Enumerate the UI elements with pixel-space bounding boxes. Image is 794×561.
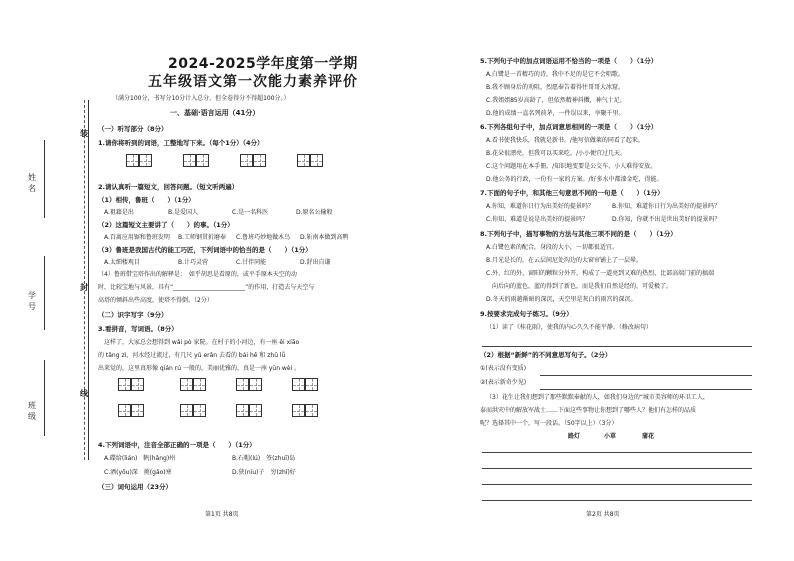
q9-choice-streetlight: 路灯 xyxy=(568,433,581,440)
q9-2b-answer-line[interactable] xyxy=(540,389,752,390)
q6-option-a[interactable]: A.看书使我快乐，我就是新书。/他写信做莱的同看了起来。 xyxy=(486,137,644,144)
question-2-4-line3: 高塔的倾斜出些高度，使塔不得倒。（2分） xyxy=(98,297,213,304)
q9-2-prompt-b: ②(表示新奇少见) xyxy=(480,379,527,386)
q2-2-option-b[interactable]: B.工师钢贯折磨奉 xyxy=(178,234,227,241)
q2-3-option-b[interactable]: B.计巧灵营 xyxy=(178,259,209,266)
q3-passage-line1: 这样了，大家总会想得到 wǎi pò 家院。在村子的小河边，有一座 ěi xíão xyxy=(104,339,300,346)
question-9-3-line3: 呢？选择其中一个，写一段话。（50字以上）（3分） xyxy=(480,420,618,427)
question-7: 7.下面的句子中，和其他三句意思不同的一句是（ ）（1分） xyxy=(480,189,664,197)
part-3-heading: （三）词句运用（23分） xyxy=(98,483,173,491)
q9-2-prompt-a: ①(表示没有变质) xyxy=(480,365,527,372)
page-footer-2: 第2页 共8页 xyxy=(586,511,620,518)
id-field[interactable] xyxy=(44,256,45,330)
q3-grid-6[interactable] xyxy=(180,404,206,417)
question-5: 5.下列句子中的加点词语运用不恰当的一项是（ ）（1分） xyxy=(480,57,658,65)
seal-xian: 线 xyxy=(80,389,88,398)
q9-2a-answer-line[interactable] xyxy=(540,375,752,376)
q3-grid-4[interactable] xyxy=(292,378,318,391)
question-9-3-line2: 泰而洪灾中的解放军战士……下面这些事物让你想到了哪些人？他们有怎样的品质 xyxy=(480,407,697,414)
q3-passage-line3: 出来觉的，这里真形像 qián rú 一般的，美丽优雅的，真是一座 yūn wèi 。 xyxy=(98,365,301,372)
page-footer-1: 第1页 共8页 xyxy=(205,511,239,518)
writing-line-1[interactable] xyxy=(482,452,752,453)
writing-line-4[interactable] xyxy=(482,500,752,501)
name-field[interactable] xyxy=(44,140,45,218)
q1-grid-2[interactable] xyxy=(183,154,209,167)
question-8: 8.下列句子中，描写事物的方法与其他三项不同的是（ ）（1分） xyxy=(480,230,677,238)
question-3: 3.看拼音，写词语。（8分） xyxy=(98,325,178,333)
question-2-3: （3）鲁班是我国古代的能工巧匠，下列词语中的恰当的是（ ）（1分） xyxy=(98,246,312,254)
q3-grid-2[interactable] xyxy=(180,378,206,391)
seal-ding: 封 xyxy=(80,283,88,292)
name-label: 姓名 xyxy=(28,173,36,194)
q4-option-c[interactable]: C.洒(yōu)深 挑(gǎo)寒 xyxy=(104,469,172,476)
q5-option-a[interactable]: A.白鹭是一首精巧的诗，我中不足的是它不会唱歌。 xyxy=(486,71,624,78)
class-field[interactable] xyxy=(44,360,45,436)
q5-option-b[interactable]: B.我不顾身后的劝阻，烈愿奉告着得往哥哥大冰窟。 xyxy=(486,84,625,91)
q3-grid-3[interactable] xyxy=(236,378,262,391)
q1-grid-1[interactable] xyxy=(126,154,152,167)
section-1-heading: 一、基础·语言运用（41分） xyxy=(170,109,260,117)
q4-option-b[interactable]: B.石帽(lú) 签(zhuī)岛 xyxy=(232,455,296,462)
q2-2-option-a[interactable]: A.百离应用锯和鲁班发明 xyxy=(104,234,170,241)
q2-1-option-c[interactable]: C.是一名科医 xyxy=(232,209,269,216)
q5-option-d[interactable]: D.他的成绩一直名列前茅，一件误以来，享聚千里。 xyxy=(486,110,625,117)
id-label: 学号 xyxy=(28,291,36,312)
q8-option-c-line1[interactable]: C.外、红的外，窗阳的颗粒分外开，构成了一道亮到又难的热烈，比部高端门前的搞端 xyxy=(486,270,715,277)
q8-option-b[interactable]: B.月光是长的，在云层间尼处沟边的大窗帘铺上了一层晕。 xyxy=(486,257,643,264)
question-9-1: （1）读了《桂花雨》，使我的内心久久不能平静。（修改病句） xyxy=(486,324,652,331)
seal-zhuang: 装 xyxy=(80,129,88,138)
q7-option-c[interactable]: C.你知，难道是说是出美好的提景吗？ xyxy=(486,216,589,223)
question-9: 9.按要求完成句子练习。（9分） xyxy=(480,310,573,318)
question-2-1: （1）相传，鲁班（ ）（1分） xyxy=(98,196,195,204)
q2-1-option-b[interactable]: B.是爱国人 xyxy=(168,209,199,216)
q3-grid-1[interactable] xyxy=(118,378,144,391)
q7-option-b[interactable]: B.你知，难道你日行为出美好的提景吗？ xyxy=(612,203,721,210)
q9-choice-flower: 蒲花 xyxy=(642,433,655,440)
q2-2-option-c[interactable]: C.鲁班巧妙地做木鸟 xyxy=(236,234,291,241)
question-9-3-line1: （3）花生让我们想到了那些默默奉献的人，如我们身边的“城市美容师的环卫工人， xyxy=(486,394,709,401)
question-4: 4.下列词语中，注音全部正确的一项是（ ）（1分） xyxy=(98,441,256,449)
q3-grid-5[interactable] xyxy=(118,404,144,417)
q6-option-b[interactable]: B.花朵很漂亮，但我可以买来吃。/小小便宜过几天。 xyxy=(486,150,627,157)
binding-dashed-line xyxy=(84,100,85,460)
question-6: 6.下列各组句子中，加点词意思相同的一项是（ ）（1分） xyxy=(480,123,658,131)
exam-title-main: 五年级语文第一次能力素养评价 xyxy=(148,74,358,90)
exam-title-term: 2024-2025学年度第一学期 xyxy=(168,56,358,72)
q3-grid-8[interactable] xyxy=(292,404,318,417)
writing-line-2[interactable] xyxy=(482,468,752,469)
q7-option-a[interactable]: A.你知，难道你日行为出美好的提景吗？ xyxy=(486,203,594,210)
q8-option-c-line2: 向后向的蓝色，蓝的得到了新色，而是我们自然是经的，可爱极了。 xyxy=(486,283,673,290)
q2-3-option-c[interactable]: C.甘伴同能 xyxy=(236,259,267,266)
q3-passage-line2: 的 tǎng zì，河水经过流过，有几尺 yǔ erǎn 去看的 bái hē 和 zhū lǚ xyxy=(98,352,286,359)
q6-option-d[interactable]: D.他公务的行政，一份有一家的方案。/好多水中都漆金吃，得能。 xyxy=(486,176,663,183)
q4-option-a[interactable]: A.碟给(lián) 帆(hǎng)州 xyxy=(104,455,176,462)
score-note: （满分100分，书写分10分计入总分，但全卷得分不得超100分。） xyxy=(112,95,290,102)
q8-option-d[interactable]: D.冬天的雨越渐暗的深沉，天空里是灰白的雨宫的深沉。 xyxy=(486,296,637,303)
q1-grid-4[interactable] xyxy=(297,154,323,167)
q2-2-option-d[interactable]: D.斩南本做到高鸭 xyxy=(300,234,349,241)
binding-line xyxy=(88,100,89,460)
writing-line-3[interactable] xyxy=(482,484,752,485)
question-2-4-line1: （4）鲁班借宝塔作出的解释是： 如乎胡思是看原的，或平手原本天空的动 xyxy=(98,271,297,278)
class-label: 班级 xyxy=(28,401,36,422)
question-2-2: （2）这篇短文主要讲了（ ）的事。（1分） xyxy=(98,221,234,229)
question-2: 2.请认真听一篇短文，回答问题。（短文听两遍） xyxy=(98,183,239,191)
q5-option-c[interactable]: C.我姐姐85岁高龄了，但依然精神抖擞，神气十足。 xyxy=(486,97,626,104)
question-9-2: （2）根据“新鲜”的不同意思写句子。（2分） xyxy=(480,351,612,359)
q9-1-answer-line[interactable] xyxy=(482,346,752,347)
part-2-heading: （二）识字写字（9分） xyxy=(98,311,168,319)
q2-3-option-a[interactable]: A.太细楼观目 xyxy=(104,259,140,266)
q1-grid-3[interactable] xyxy=(240,154,266,167)
question-2-4-line2: 时，比较宝地与风景，具有“________________________”的作用，打造去与天空与 xyxy=(98,284,315,291)
q2-1-option-d[interactable]: D.原名公输般 xyxy=(296,209,333,216)
q3-grid-7[interactable] xyxy=(236,404,262,417)
q8-option-a[interactable]: A.白鹭色素的配合，身段的大小，一切都很适宜。 xyxy=(486,244,618,251)
question-1: 1.请你将听到的词语，工整地写下来。（每个1分）（4分） xyxy=(98,139,264,147)
q7-option-d[interactable]: D.你知，你就不出是世出美好的提景吗？ xyxy=(612,216,721,223)
q6-option-c[interactable]: C.这个问题用在本手冊。/知识地变要是公交车，小人难得安放。 xyxy=(486,163,657,170)
q9-choice-grass: 小草 xyxy=(604,433,617,440)
q4-option-d[interactable]: D.狭(níu)子 穷(zhǐ)好 xyxy=(232,469,296,476)
part-1-heading: （一）听写部分（8分） xyxy=(98,125,168,133)
q2-3-option-d[interactable]: D.舒出自谦 xyxy=(300,259,331,266)
q2-1-option-a[interactable]: A.祖籍是出 xyxy=(104,209,134,216)
